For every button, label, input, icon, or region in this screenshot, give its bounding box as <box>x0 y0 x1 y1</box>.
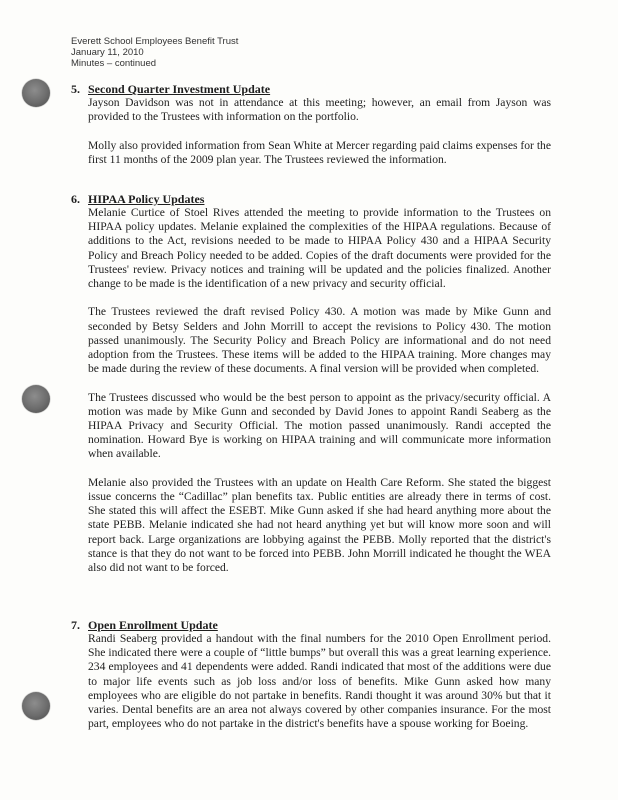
section-title: Second Quarter Investment Update <box>88 82 271 96</box>
section-title: HIPAA Policy Updates <box>88 192 205 206</box>
section-body <box>88 96 551 167</box>
punch-hole-middle <box>22 385 50 413</box>
section-body <box>88 206 551 575</box>
section-heading <box>71 618 551 632</box>
paragraph: Molly also provided information from Sean White at Mercer regarding paid claims expenses for the first 11 months of the 2009 plan year. The Trustees reviewed the information. <box>88 138 551 166</box>
header-trust-name: Everett School Employees Benefit Trust <box>71 36 239 47</box>
paragraph: Melanie also provided the Trustees with an update on Health Care Reform. She stated the biggest issue concerns the “Cadillac” plan benefits tax. Public entities are already there in terms of cost. She stated this will affect the ESEBT. Mike Gunn asked if she had heard anything more about the state PEBB. Melanie indicated she had not heard anything yet but will know more soon and will report back. Large organizations are lobbying against the PEBB. Molly reported that the district's stance is that they do not want to be forced into PEBB. John Morrill indicated he thought the WEA also did not want to be forced. <box>88 475 551 575</box>
section-heading <box>71 192 551 206</box>
section-heading <box>71 82 551 96</box>
header-continued: Minutes – continued <box>71 58 157 69</box>
punch-hole-top <box>22 79 50 107</box>
paragraph: Jayson Davidson was not in attendance at this meeting; however, an email from Jayson was provided to the Trustees with information on the portfolio. <box>88 96 551 124</box>
document-header <box>71 36 238 69</box>
paragraph: The Trustees reviewed the draft revised Policy 430. A motion was made by Mike Gunn and seconded by Betsy Selders and John Morrill to accept the revisions to Policy 430. The motion passed unanimously. The Security Policy and Breach Policy are informational and do not need adoption from the Trustees. These items will be added to the HIPAA training. More changes may be made during the review of these documents. A final version will be provided when completed. <box>88 305 551 376</box>
section-number: 7. <box>71 618 80 632</box>
paragraph: Randi Seaberg provided a handout with the final numbers for the 2010 Open Enrollment period. She indicated there were a couple of “little bumps” but overall this was a great learning experience. 234 employees and 41 dependents were added. Randi indicated that most of the additions were due to major life events such as job loss and/or loss of benefits. Mike Gunn asked how many employees who are eligible do not partake in benefits. Randi thought it was around 30% but that it varies. Dental benefits are an area not always covered by other companies insurance. For the most part, employees who do not partake in the district's benefits have a spouse working for Boeing. <box>88 632 551 731</box>
section-number: 6. <box>71 192 80 206</box>
section-title: Open Enrollment Update <box>88 618 218 632</box>
section-5 <box>71 82 551 167</box>
punch-hole-bottom <box>22 692 50 720</box>
paragraph: Melanie Curtice of Stoel Rives attended the meeting to provide information to the Trustees on HIPAA policy updates. Melanie explained the complexities of the HIPAA regulations. Because of additions to the Act, revisions needed to be made to HIPAA Policy 430 and a HIPAA Security Policy and Breach Policy needed to be added. Copies of the draft documents were provided for the Trustees' review. Privacy notices and training will be updated and the policies finalized. Another change to be made is the identification of a new privacy and security official. <box>88 206 551 291</box>
section-6 <box>71 192 551 575</box>
section-number: 5. <box>71 82 80 96</box>
paragraph: The Trustees discussed who would be the best person to appoint as the privacy/security official. A motion was made by Mike Gunn and seconded by David Jones to appoint Randi Seaberg as the HIPAA Privacy and Security Official. The motion passed unanimously. Randi accepted the nomination. Howard Bye is working on HIPAA training and will communicate more information when available. <box>88 390 551 461</box>
header-date: January 11, 2010 <box>71 47 144 58</box>
section-7 <box>71 618 551 731</box>
section-body <box>88 632 551 731</box>
